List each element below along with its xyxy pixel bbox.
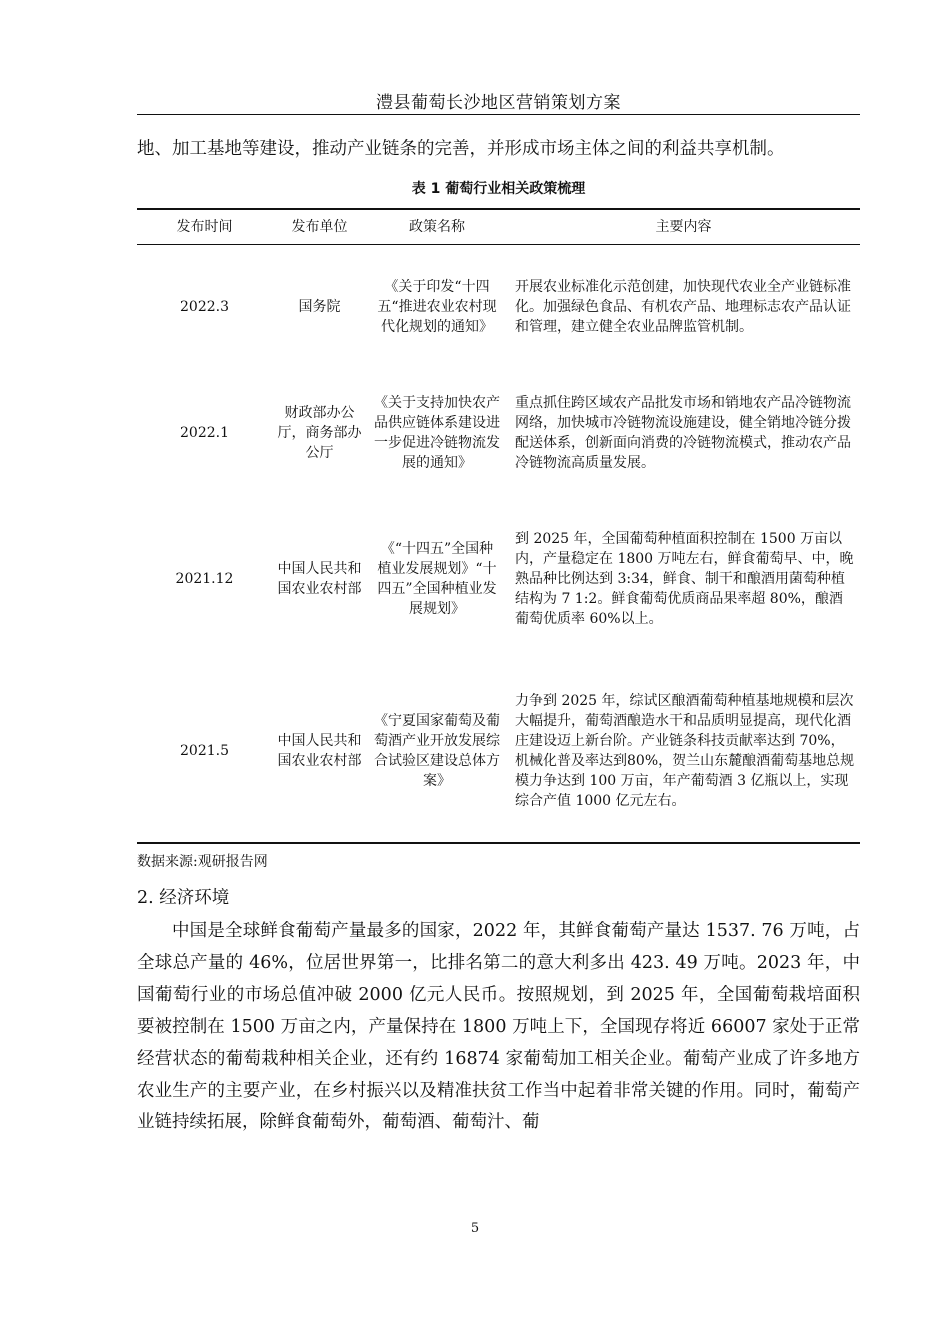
cell-issuer: 财政部办公厅，商务部办公厅 (277, 404, 362, 461)
cell-policy: 《宁夏国家葡萄及葡萄酒产业开放发展综合试验区建设总体方案》 (374, 713, 500, 789)
page-number: 5 (470, 1221, 480, 1236)
table-row (137, 497, 860, 661)
cell-content: 重点抓住跨区域农产品批发市场和销地农产品冷链物流网络，加快城市冷链物流设施建设，健全销地冷链分拨配送体系，创新面向消费的冷链物流模式，推动农产品冷链物流高质量发展。 (515, 394, 851, 471)
page-header-title: 澧县葡萄长沙地区营销策划方案 (376, 93, 621, 113)
cell-content: 力争到 2025 年，综试区酿酒葡萄种植基地规模和层次大幅提升，葡萄酒酿造水干和品质明显提高，现代化酒庄建设迈上新台阶。产业链条科技贡献率达到 70%，机械化普及率达到80%，贺兰山东麓酿酒葡萄基地总规模力争达到 100 万亩，年产葡萄酒 3 亿瓶以上，实现综合产值 1000 亿元左右。 (515, 693, 855, 809)
table-row (137, 245, 860, 369)
section-heading: 2. 经济环境 (137, 888, 230, 908)
cell-policy: 《关于支持加快农产品供应链体系建设进一步促进冷链物流发展的通知》 (374, 394, 500, 471)
cell-issuer: 中国人民共和国农业农村部 (277, 560, 362, 597)
column-header-issuer: 发布单位 (272, 209, 367, 245)
table-header-row (137, 209, 860, 245)
table-row (137, 661, 860, 843)
body-paragraph: 中国是全球鲜食葡萄产量最多的国家，2022 年，其鲜食葡萄产量达 1537. 76 万吨，占全球总产量的 46%，位居世界第一，比排名第二的意大利多出 423. 49 万吨。2023 年，中国葡萄行业的市场总值冲破 2000 亿元人民币。按照规划，到 2025 年，全国葡萄栽培面积要被控制在 1500 万亩之内，产量保持在 1800 万吨上下，全国现存将近 66007 家处于正常经营状态的葡萄栽种相关企业，还有约 16874 家葡萄加工相关企业。葡萄产业成了许多地方农业生产的主要产业，在乡村振兴以及精准扶贫工作当中起着非常关键的作用。同时，葡萄产业链持续拓展，除鲜食葡萄外，葡萄酒、葡萄汁、葡 (137, 921, 860, 1133)
cell-date: 2021.5 (137, 661, 272, 843)
intro-paragraph: 地、加工基地等建设，推动产业链条的完善，并形成市场主体之间的利益共享机制。 (137, 139, 785, 159)
cell-content: 开展农业标准化示范创建，加快现代农业全产业链标准化。加强绿色食品、有机农产品、地理标志农产品认证和管理，建立健全农业品牌监管机制。 (515, 278, 851, 335)
column-header-content: 主要内容 (507, 209, 860, 245)
data-source-note: 数据来源:观研报告网 (137, 854, 268, 870)
header-divider (137, 114, 860, 115)
table-row (137, 369, 860, 497)
table-caption: 表 1 葡萄行业相关政策梳理 (411, 181, 586, 197)
cell-policy: 《“十四五”全国种植业发展规划》“十四五”全国种植业发展规划》 (377, 540, 497, 617)
cell-date: 2022.3 (180, 298, 229, 315)
cell-date: 2021.12 (175, 570, 234, 587)
cell-issuer: 中国人民共和国农业农村部 (277, 733, 362, 769)
cell-policy: 《关于印发“十四五“推进农业农村现代化规划的通知》 (377, 278, 497, 335)
policy-table (137, 208, 860, 844)
column-header-date: 发布时间 (137, 209, 272, 245)
column-header-policy: 政策名称 (367, 209, 507, 245)
cell-date: 2022.1 (180, 424, 229, 441)
cell-content: 到 2025 年，全国葡萄种植面积控制在 1500 万亩以内，产量稳定在 1800 万吨左右，鲜食葡萄早、中，晚熟品种比例达到 3:34，鲜食、制干和酿酒用菌萄种植结构为 7 1:2。鲜食葡萄优质商品果率超 80%，酿酒葡萄优质率 60%以上。 (515, 530, 854, 627)
cell-issuer: 国务院 (298, 298, 341, 315)
